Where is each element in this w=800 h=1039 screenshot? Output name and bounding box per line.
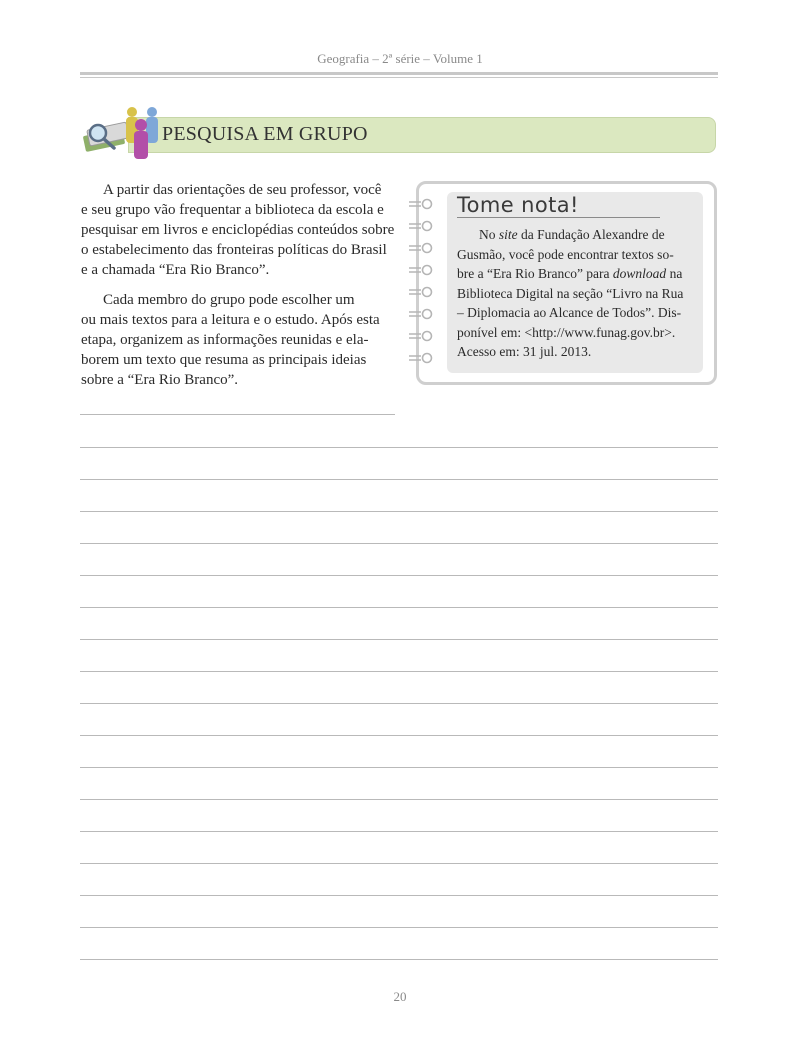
paragraph-2 — [81, 290, 395, 390]
spiral-binding-icon — [405, 192, 437, 372]
note-line: Biblioteca Digital na seção “Livro na Rua — [457, 285, 684, 301]
note-title-underline — [457, 217, 660, 218]
writing-line[interactable] — [80, 767, 718, 768]
text-line: pesquisar em livros e enciclopédias conteúdos sobre — [81, 222, 395, 238]
text-line: Cada membro do grupo pode escolher um — [103, 292, 355, 308]
writing-line[interactable] — [80, 959, 718, 960]
writing-line[interactable] — [80, 863, 718, 864]
text-line: o estabelecimento das fronteiras políticas do Brasil — [81, 242, 387, 258]
writing-line[interactable] — [80, 895, 718, 896]
header-rule — [80, 72, 718, 75]
text-line: etapa, organizem as informações reunidas e ela- — [81, 332, 369, 348]
writing-line[interactable] — [80, 831, 718, 832]
writing-line[interactable] — [80, 447, 718, 448]
writing-line[interactable] — [80, 671, 718, 672]
text-line: e a chamada “Era Rio Branco”. — [81, 262, 270, 278]
text-line: A partir das orientações de seu professor, você — [103, 182, 382, 198]
note-line: bre a “Era Rio Branco” para download na — [457, 266, 683, 281]
writing-line[interactable] — [80, 575, 718, 576]
writing-line[interactable] — [80, 479, 718, 480]
writing-line[interactable] — [80, 703, 718, 704]
writing-line[interactable] — [80, 543, 718, 544]
text-line: ou mais textos para a leitura e o estudo. Após esta — [81, 312, 380, 328]
writing-line[interactable] — [80, 639, 718, 640]
group-research-icon — [80, 102, 162, 162]
writing-line[interactable] — [80, 414, 395, 415]
note-line: Acesso em: 31 jul. 2013. — [457, 344, 592, 359]
text-line: sobre a “Era Rio Branco”. — [81, 372, 239, 388]
page-number: 20 — [393, 989, 407, 1004]
text-line: e seu grupo vão frequentar a biblioteca da escola e — [81, 202, 384, 218]
note-line: ponível em: <http://www.funag.gov.br>. — [457, 324, 676, 340]
note-line: No site da Fundação Alexandre de — [479, 227, 665, 242]
note-line: Gusmão, você pode encontrar textos so- — [457, 246, 674, 262]
writing-line[interactable] — [80, 607, 718, 608]
running-head: Geografia – 2ª série – Volume 1 — [317, 51, 483, 66]
note-text — [457, 225, 689, 362]
section-title: PESQUISA EM GRUPO — [162, 123, 368, 145]
note-title: Tome nota! — [457, 193, 579, 217]
writing-line[interactable] — [80, 927, 718, 928]
note-line: – Diplomacia ao Alcance de Todos”. Dis- — [457, 305, 682, 320]
paragraph-1 — [81, 180, 395, 280]
writing-line[interactable] — [80, 799, 718, 800]
header-rule-thin — [80, 77, 718, 78]
text-line: borem um texto que resuma as principais ideias — [81, 352, 367, 368]
writing-line[interactable] — [80, 511, 718, 512]
writing-line[interactable] — [80, 735, 718, 736]
